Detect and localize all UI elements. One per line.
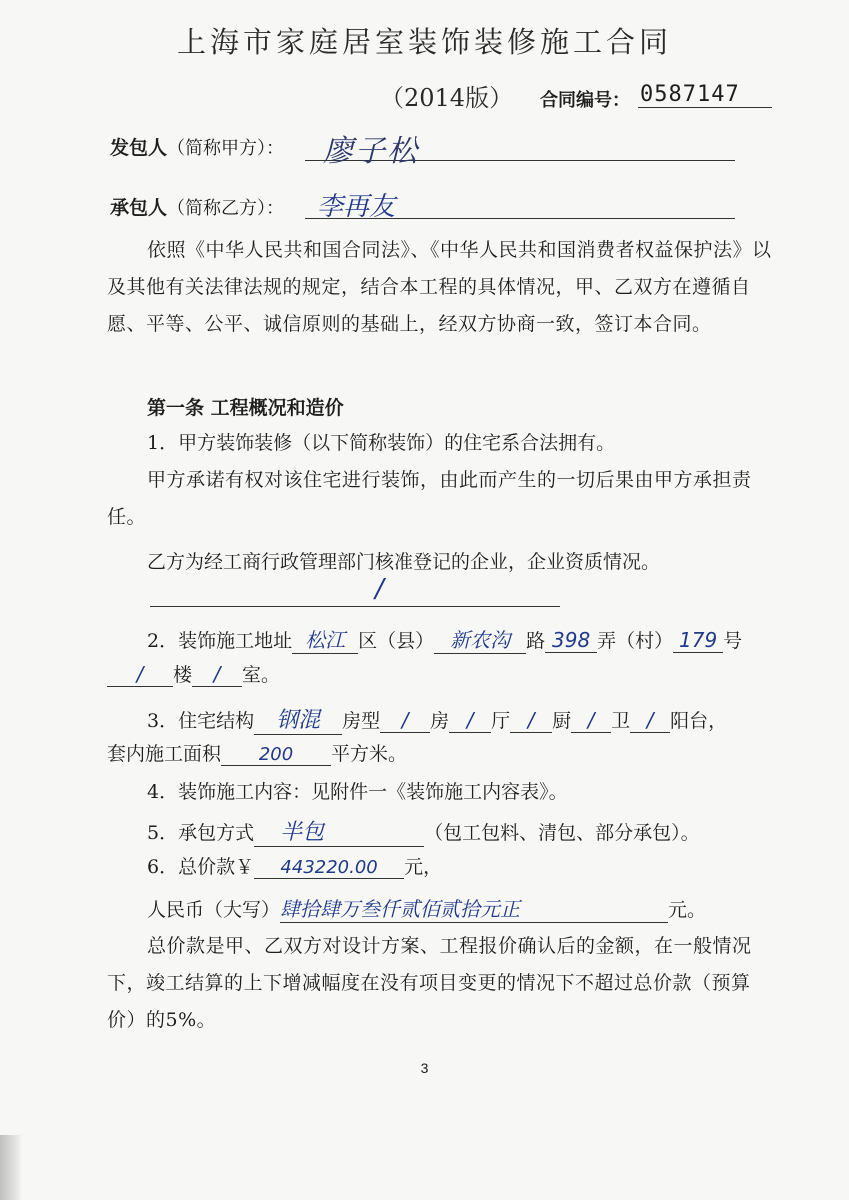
contract-mode-value: 半包 bbox=[254, 815, 424, 847]
halls-value: / bbox=[449, 708, 491, 733]
party-a-field bbox=[305, 134, 735, 169]
edition-label: （2014版） bbox=[380, 84, 514, 112]
contract-mode-line bbox=[147, 815, 700, 847]
contract-title: 上海市家庭居室装饰装修施工合同 bbox=[176, 25, 672, 59]
qualification-field bbox=[150, 574, 560, 607]
building-label: 楼 bbox=[173, 664, 193, 686]
lane-value: 398 bbox=[545, 628, 597, 653]
preamble-paragraph: 依照《中华人民共和国合同法》、《中华人民共和国消费者权益保护法》以及其他有关法律法规的规定，结合本工程的具体情况，甲、乙双方在遵循自愿、平等、公平、诚信原则的基础上，经双方协商一致，签订本合同。 bbox=[107, 239, 772, 335]
structure-line bbox=[147, 703, 727, 735]
qualification-value: / bbox=[375, 574, 384, 604]
number-label: 号 bbox=[723, 630, 743, 652]
contract-number-value: 0587147 bbox=[638, 82, 772, 108]
kitchens-value: / bbox=[510, 708, 552, 733]
baths-value: / bbox=[571, 708, 611, 733]
address-line bbox=[147, 624, 742, 654]
halls-label: 厅 bbox=[491, 710, 511, 732]
type-label: 房型 bbox=[342, 710, 381, 732]
item-1-commitment: 甲方承诺有权对该住宅进行装饰，由此而产生的一切后果由甲方承担责任。 bbox=[107, 469, 752, 528]
address-prefix: 2．装饰施工地址 bbox=[147, 630, 293, 652]
party-a-signature: 廖子松 bbox=[323, 134, 419, 169]
area-line bbox=[107, 739, 407, 766]
balcony-label: 阳台， bbox=[670, 710, 728, 732]
article-1-heading: 第一条 工程概况和造价 bbox=[147, 397, 344, 419]
area-label: 套内施工面积 bbox=[107, 743, 222, 765]
total-price-value: 443220.00 bbox=[254, 857, 404, 879]
total-price-line bbox=[147, 852, 442, 879]
party-b-field bbox=[305, 192, 735, 222]
party-b-signature: 李再友 bbox=[317, 192, 396, 222]
contract-mode-prefix: 5．承包方式 bbox=[147, 822, 255, 844]
total-price-unit: 元， bbox=[404, 856, 443, 878]
party-a-suffix: （简称甲方）： bbox=[167, 138, 285, 159]
building-line bbox=[107, 660, 280, 687]
party-b-suffix: （简称乙方）： bbox=[167, 198, 285, 219]
area-unit: 平方米。 bbox=[331, 743, 408, 765]
price-note: 总价款是甲、乙双方对设计方案、工程报价确认后的金额，在一般情况下，竣工结算的上下增减幅度在没有项目变更的情况下不超过总价款（预算价）的5%。 bbox=[107, 935, 752, 1031]
lane-label: 弄（村） bbox=[597, 630, 674, 652]
area-value: 200 bbox=[221, 744, 331, 766]
rooms-value: / bbox=[380, 708, 430, 733]
rmb-line bbox=[147, 893, 706, 923]
structure-prefix: 3．住宅结构 bbox=[147, 710, 255, 732]
rmb-unit: 元。 bbox=[668, 899, 707, 921]
contract-mode-options: （包工包料、清包、部分承包）。 bbox=[424, 822, 700, 844]
party-a-label bbox=[110, 133, 284, 160]
baths-label: 卫 bbox=[611, 710, 631, 732]
rmb-label: 人民币（大写） bbox=[147, 899, 281, 921]
room-value: / bbox=[192, 662, 242, 687]
road-value: 新农沟 bbox=[434, 624, 526, 654]
rmb-value: 肆拾肆万叁仟贰佰贰拾元正 bbox=[280, 893, 668, 923]
number-value: 179 bbox=[673, 628, 723, 653]
party-b-title: 承包人 bbox=[110, 197, 168, 219]
district-label: 区（县） bbox=[358, 630, 435, 652]
road-label: 路 bbox=[526, 630, 546, 652]
kitchens-label: 厨 bbox=[552, 710, 572, 732]
party-b-label bbox=[110, 193, 284, 220]
item-1-qualification: 乙方为经工商行政管理部门核准登记的企业，企业资质情况。 bbox=[147, 551, 661, 573]
total-price-prefix: 6．总价款￥ bbox=[147, 856, 255, 878]
building-value: / bbox=[107, 662, 173, 687]
item-4: 4．装饰施工内容：见附件一《装饰施工内容表》。 bbox=[147, 781, 568, 803]
room-label: 室。 bbox=[242, 664, 281, 686]
item-1: 1．甲方装饰装修（以下简称装饰）的住宅系合法拥有。 bbox=[147, 432, 616, 454]
contract-number-label: 合同编号： bbox=[540, 90, 630, 111]
structure-value: 钢混 bbox=[254, 703, 342, 735]
scan-edge-shadow bbox=[0, 1135, 22, 1200]
district-value: 松江 bbox=[292, 624, 358, 654]
party-a-title: 发包人 bbox=[110, 137, 168, 159]
balcony-value: / bbox=[630, 708, 670, 733]
rooms-label: 房 bbox=[430, 710, 450, 732]
page-number: 3 bbox=[420, 1060, 429, 1076]
